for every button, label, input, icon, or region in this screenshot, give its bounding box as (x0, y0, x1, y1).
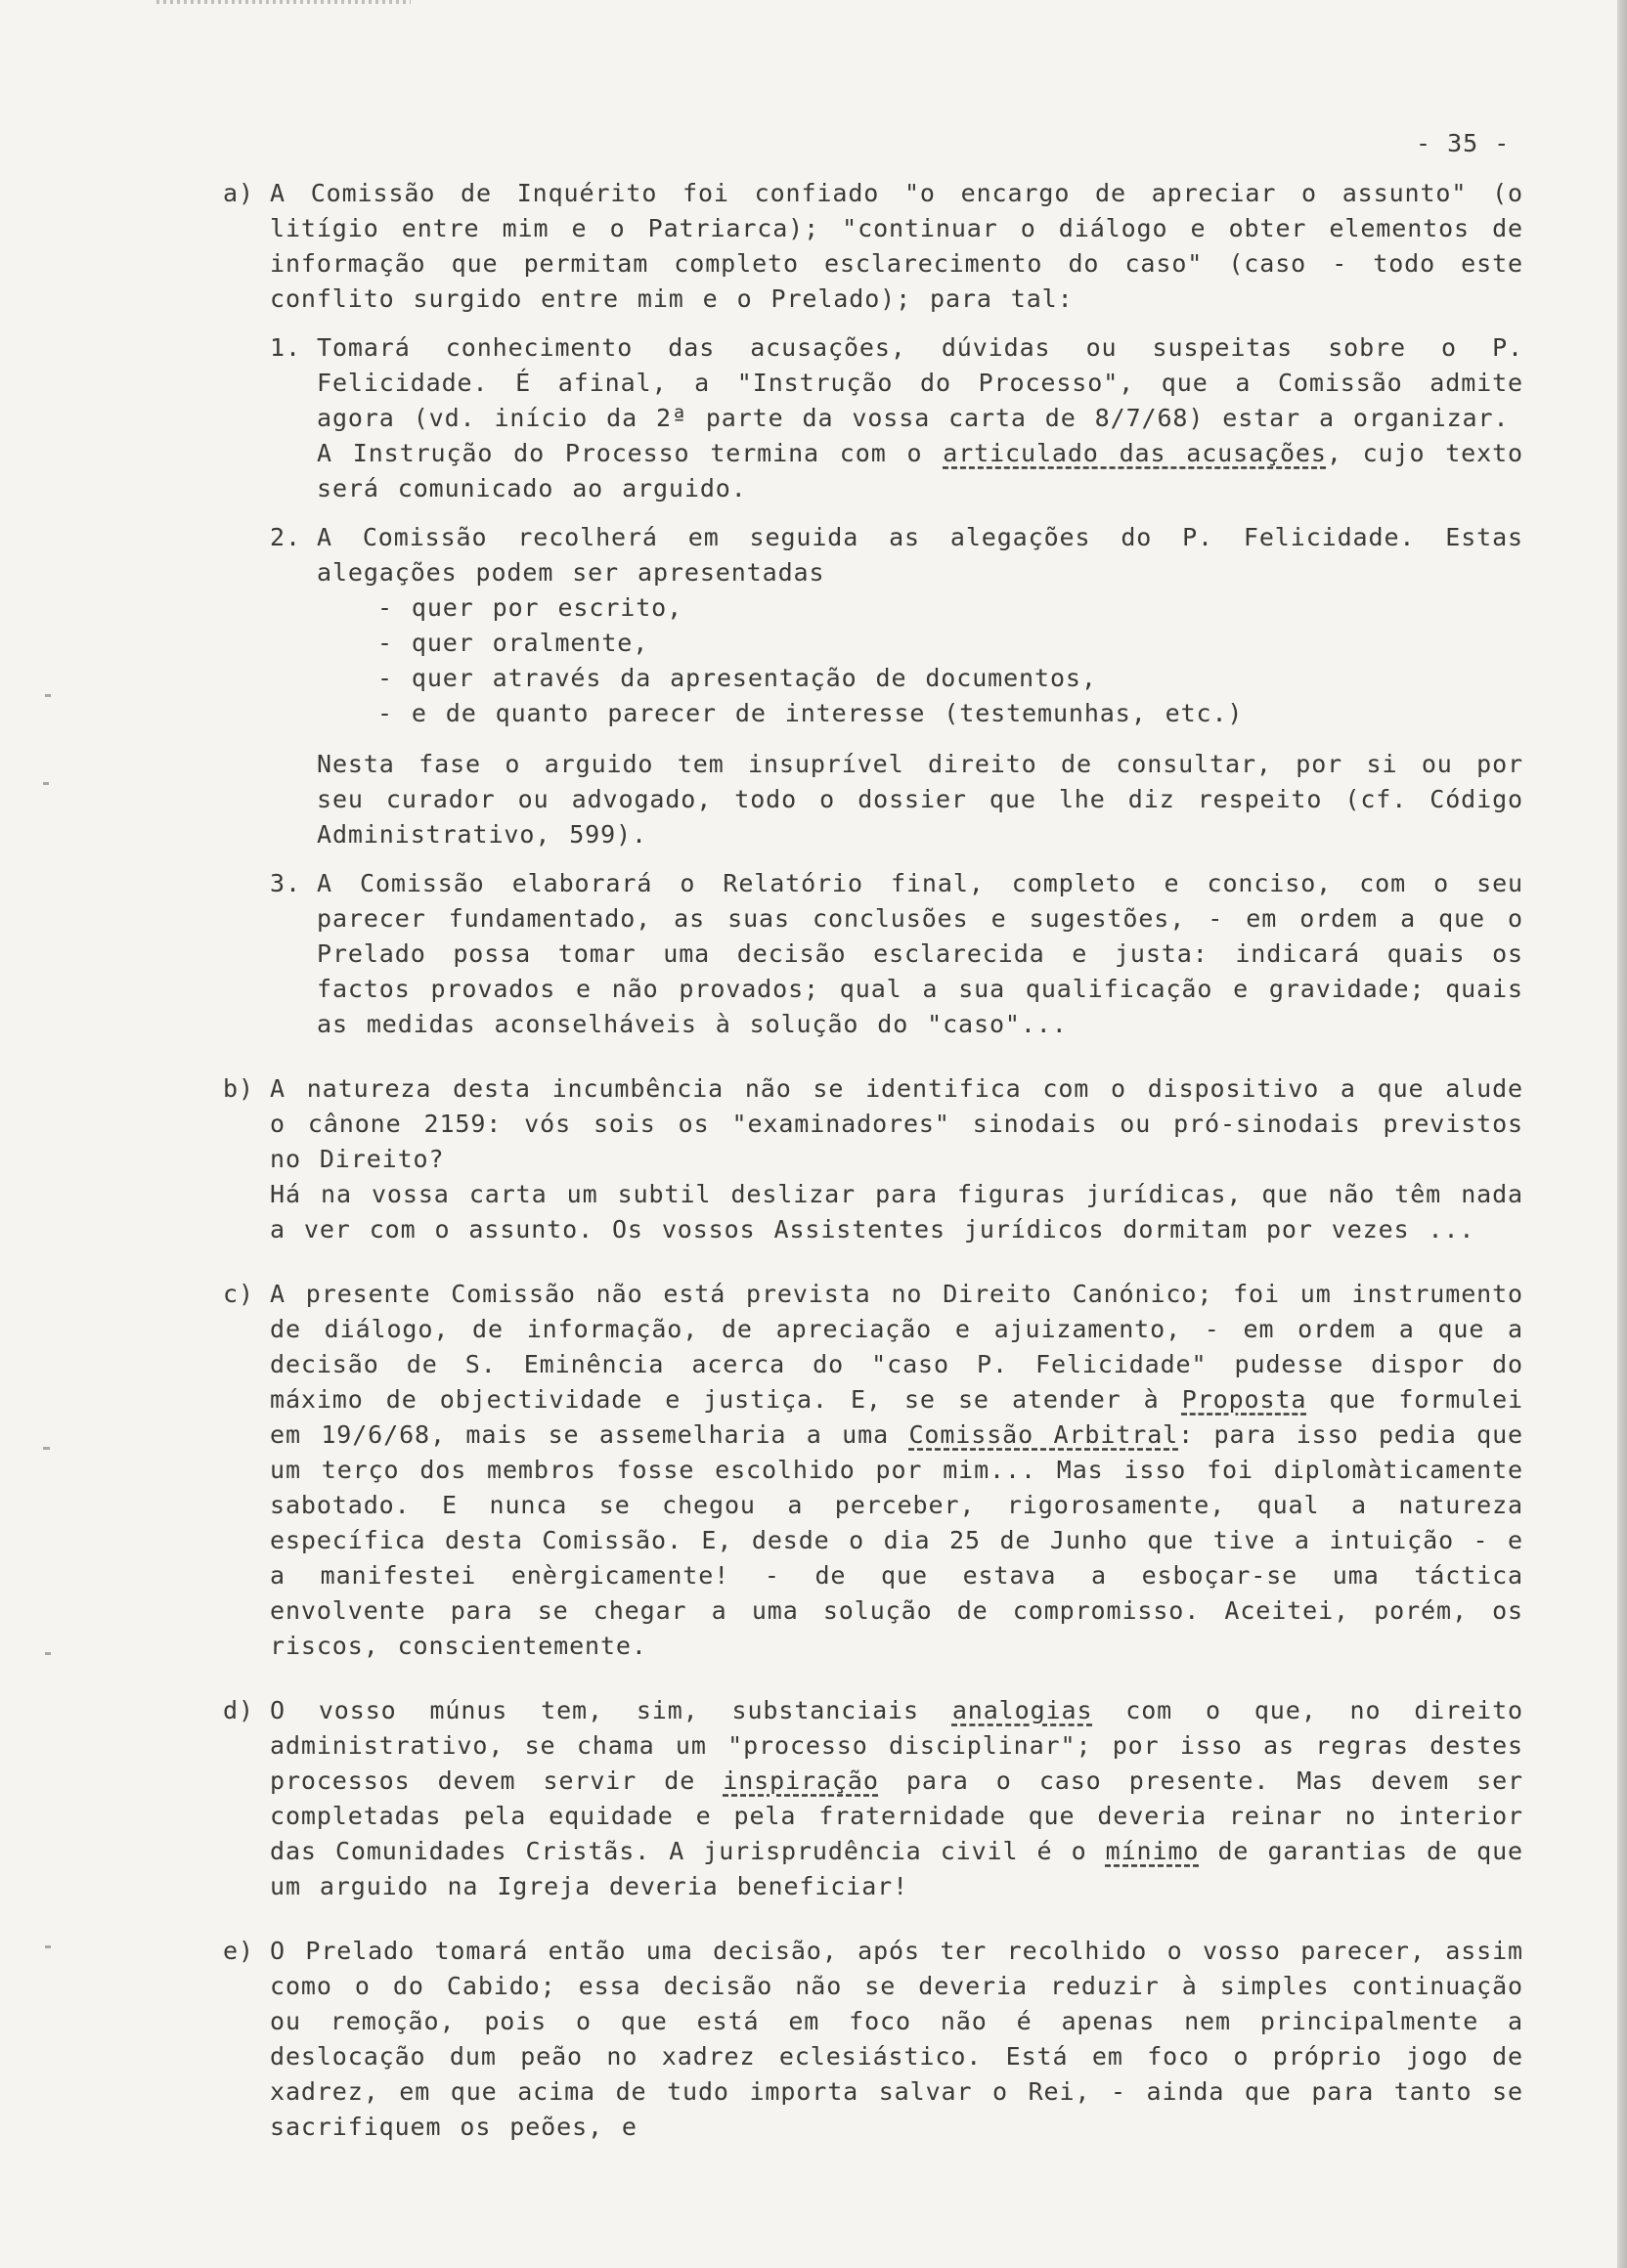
text-span: de garantias de que um arguido na Igreja deveria beneficiar! (270, 1837, 1523, 1900)
section-label: b) (223, 1074, 254, 1103)
underlined-phrase: Proposta (1181, 1385, 1307, 1414)
section-b-paragraph-1: A natureza desta incumbência não se identifica com o dispositivo a que alude o cânone 2159: vós sois os "examinadores" sinodais ou pró-sinodais previstos no Direito? (270, 1074, 1523, 1173)
underlined-phrase: inspiração (723, 1766, 879, 1795)
margin-mark (43, 782, 49, 785)
section-c (223, 1277, 1523, 1664)
margin-mark (45, 1945, 51, 1948)
section-b (223, 1071, 1523, 1247)
list-item: - quer por escrito, (377, 593, 683, 622)
text-span: A presente Comissão não está prevista no Direito Canónico; foi um instrumento de diálogo, de informação, de apreciação e ajuizamento, - em ordem a que a decisão de S. Eminência acerca do "caso P. Felicidade" pudesse dispor do máximo de objectividade e justiça. E, se se atender à (270, 1280, 1523, 1414)
paper-scuff (156, 0, 411, 4)
text-span: A Instrução do Processo termina com o (317, 439, 944, 467)
section-e (223, 1934, 1523, 2145)
text-span: que formulei em 19/6/68, mais se assemelharia a uma (270, 1385, 1523, 1449)
section-label: d) (223, 1696, 254, 1724)
margin-mark (45, 694, 51, 697)
section-a-intro: A Comissão de Inquérito foi confiado "o encargo de apreciar o assunto" (o litígio entre mim e o Patriarca); "continuar o diálogo e obter elementos de informação que permitam completo esclarecimento do caso" (caso - todo este conflito surgido entre mim e o Prelado); para tal: (270, 179, 1523, 313)
list-item: - quer através da apresentação de documentos, (377, 664, 1097, 692)
section-e-paragraph: O Prelado tomará então uma decisão, após ter recolhido o vosso parecer, assim como o do Cabido; essa decisão não se deveria reduzir à simples continuação ou remoção, pois o que está em foco não é apenas nem principalmente a deslocação dum peão no xadrez eclesiástico. Está em foco o próprio jogo de xadrez, em que acima de tudo importa salvar o Rei, - ainda que para tanto se sacrifiquem os peões, e (270, 1937, 1523, 2141)
section-label: e) (223, 1937, 254, 1965)
item-2-consultation: Nesta fase o arguido tem insuprível direito de consultar, por si ou por seu curador ou advogado, todo o dossier que lhe diz respeito (cf. Código Administrativo, 599). (317, 750, 1523, 849)
underlined-phrase: mínimo (1105, 1837, 1200, 1865)
list-item: - e de quanto parecer de interesse (testemunhas, etc.) (377, 699, 1244, 727)
section-c-paragraph (270, 1277, 1523, 1664)
section-a-item-2 (270, 520, 1523, 852)
section-a-item-3 (270, 866, 1523, 1042)
underlined-phrase: articulado das acusações (943, 439, 1327, 467)
page-edge-shadow (1617, 0, 1627, 2268)
text-span: : para isso pedia que um terço dos membros fosse escolhido por mim... Mas isso foi diplomàticamente sabotado. E nunca se chegou a perceber, rigorosamente, qual a natureza específica desta Comissão. E, desde o dia 25 de Junho que tive a intuição - e a manifestei enèrgicamente! - de que estava a esboçar-se uma táctica envolvente para se chegar a uma solução de compromisso. Aceitei, porém, os riscos, conscientemente. (270, 1420, 1523, 1660)
margin-mark (43, 1447, 50, 1450)
section-d (223, 1693, 1523, 1904)
text-span: O vosso múnus tem, sim, substanciais (270, 1696, 952, 1724)
presentation-methods-list (377, 590, 1523, 731)
text-span: , cujo texto será comunicado ao arguido. (317, 439, 1523, 502)
underlined-phrase: analogias (951, 1696, 1093, 1724)
list-item: - quer oralmente, (377, 629, 649, 657)
item-number: 3. (270, 869, 301, 897)
page-number: - 35 - (1416, 129, 1511, 157)
section-b-paragraph-2: Há na vossa carta um subtil deslizar para figuras jurídicas, que não têm nada a ver com o assunto. Os vossos Assistentes jurídicos dormitam por vezes ... (270, 1180, 1523, 1243)
item-1-paragraph: Tomará conhecimento das acusações, dúvidas ou suspeitas sobre o P. Felicidade. É afinal, a "Instrução do Processo", que a Comissão admite agora (vd. início da 2ª parte da vossa carta de 8/7/68) estar a organizar. (317, 333, 1523, 432)
section-label: a) (223, 179, 254, 207)
margin-mark (45, 1652, 51, 1655)
item-2-intro: A Comissão recolherá em seguida as alegações do P. Felicidade. Estas alegações podem ser apresentadas (317, 523, 1523, 587)
section-a (223, 176, 1523, 1042)
text-span: para o caso presente. Mas devem ser completadas pela equidade e pela fraternidade que deveria reinar no interior das Comunidades Cristãs. A jurisprudência civil é o (270, 1766, 1523, 1865)
underlined-phrase: Comissão Arbitral (908, 1420, 1179, 1449)
item-number: 2. (270, 523, 301, 551)
document-body (223, 176, 1523, 2174)
item-1-paragraph-2 (317, 436, 1523, 506)
item-3-paragraph: A Comissão elaborará o Relatório final, completo e conciso, com o seu parecer fundamentado, as suas conclusões e sugestões, - em ordem a que o Prelado possa tomar uma decisão esclarecida e justa: indicará quais os factos provados e não provados; qual a sua qualificação e gravidade; quais as medidas aconselháveis à solução do "caso"... (317, 869, 1523, 1038)
section-a-item-1 (270, 330, 1523, 506)
section-d-paragraph (270, 1693, 1523, 1904)
item-number: 1. (270, 333, 301, 362)
text-span: com o que, no direito administrativo, se chama um "processo disciplinar"; por isso as regras destes processos devem servir de (270, 1696, 1523, 1795)
section-label: c) (223, 1280, 254, 1308)
